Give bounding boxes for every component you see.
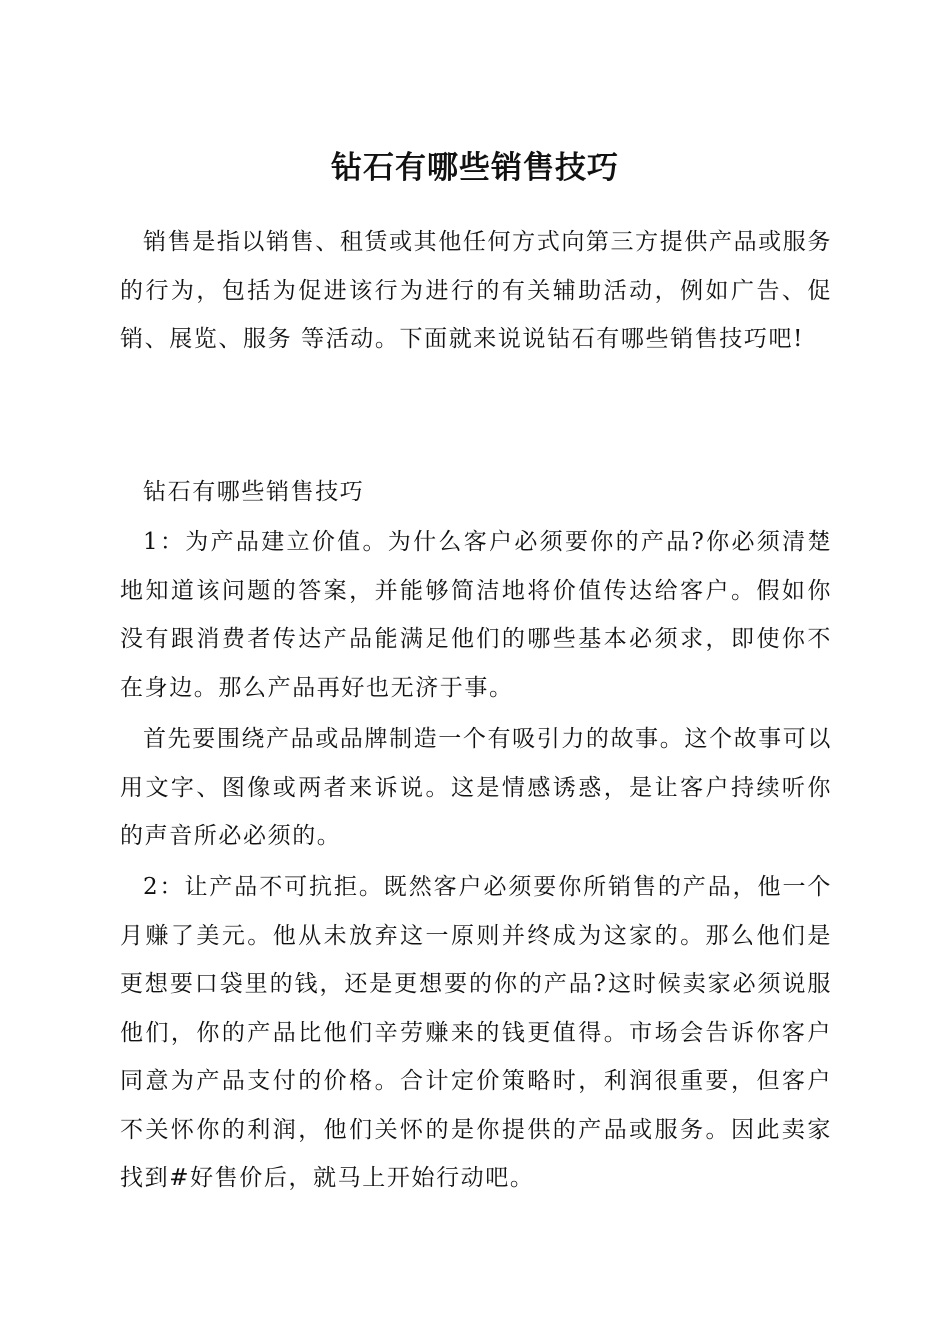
paragraph-tip-2: 2：让产品不可抗拒。既然客户必须要你所销售的产品，他一个月赚了美元。他从未放弃这一原则并终成为这家的。那么他们是更想要口袋里的钱，还是更想要的你的产品?这时候卖家必须说服他们，你的产品比他们辛劳赚来的钱更值得。市场会告诉你客户同意为产品支付的价格。合计定价策略时，利润很重要，但客户不关怀你的利润，他们关怀的是你提供的产品或服务。因此卖家找到#好售价后，就马上开始行动吧。 — [120, 874, 832, 1191]
paragraph-story: 首先要围绕产品或品牌制造一个有吸引力的故事。这个故事可以用文字、图像或两者来诉说。这是情感诱惑，是让客户持续听你的声音所必必须的。 — [120, 726, 832, 849]
document-title: 钻石有哪些销售技巧 — [331, 150, 619, 186]
paragraph-tip-1: 1：为产品建立价值。为什么客户必须要你的产品?你必须清楚地知道该问题的答案，并能够简洁地将价值传达给客户。假如你没有跟消费者传达产品能满足他们的哪些基本必须求，即使你不在身边。那么产品再好也无济于事。 — [120, 529, 832, 701]
section-heading: 钻石有哪些销售技巧 — [143, 479, 365, 505]
paragraph-intro: 销售是指以销售、租赁或其他任何方式向第三方提供产品或服务的行为，包括为促进该行为进行的有关辅助活动，例如广告、促销、展览、服务 等活动。下面就来说说钻石有哪些销售技巧吧! — [120, 229, 832, 352]
